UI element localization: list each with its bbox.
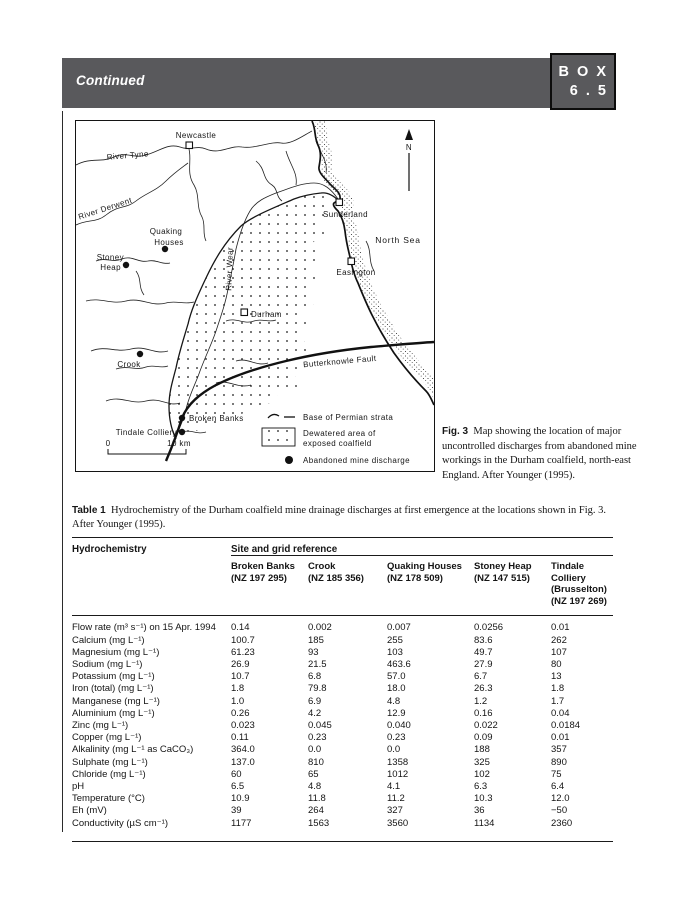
row-value: 13 bbox=[551, 671, 562, 683]
row-value: 1177 bbox=[231, 818, 308, 842]
row-value: 6.3 bbox=[474, 781, 488, 793]
box-word: B O X bbox=[558, 64, 608, 80]
row-value: 57.0 bbox=[387, 671, 406, 683]
row-value: 364.0 bbox=[231, 744, 255, 756]
permian-legend-symbol bbox=[268, 414, 279, 418]
row-value: 325 bbox=[474, 756, 490, 768]
dewatered-legend-label-2: exposed coalfield bbox=[303, 439, 372, 448]
broken-banks-label: Broken Banks bbox=[189, 414, 244, 423]
site-header-cell: Stoney Heap (NZ 147 515) bbox=[474, 556, 551, 616]
row-value: 10.9 bbox=[231, 793, 250, 805]
row-value: 0.0184 bbox=[551, 720, 581, 731]
row-value: 1563 bbox=[308, 818, 387, 842]
row-value: 0.0 bbox=[308, 744, 322, 756]
scale-bar bbox=[106, 439, 191, 454]
row-value: 75 bbox=[551, 768, 562, 780]
butterknowle-fault-label: Butterknowle Fault bbox=[302, 353, 377, 370]
row-value: 80 bbox=[551, 658, 562, 670]
row-label: Alkalinity (mg L⁻¹ as CaCO₃) bbox=[72, 744, 194, 756]
row-value: 6.8 bbox=[308, 671, 322, 683]
row-value: 0.16 bbox=[474, 707, 493, 719]
continued-label: Continued bbox=[76, 73, 145, 88]
table-row bbox=[72, 720, 613, 732]
row-label: Eh (mV) bbox=[72, 805, 107, 817]
row-value: 0.022 bbox=[474, 720, 498, 731]
sunderland-marker bbox=[336, 199, 343, 206]
row-label: Potassium (mg L⁻¹) bbox=[72, 671, 155, 683]
coalfield-map bbox=[76, 121, 434, 471]
map-legend bbox=[262, 413, 410, 465]
box-header-bar bbox=[62, 58, 610, 108]
row-label: Sodium (mg L⁻¹) bbox=[72, 658, 143, 670]
row-label: Aluminium (mg L⁻¹) bbox=[72, 707, 155, 719]
row-value: 21.5 bbox=[308, 658, 327, 670]
row-value: 2360 bbox=[551, 818, 613, 842]
row-value: 10.3 bbox=[474, 793, 493, 805]
row-label: Magnesium (mg L⁻¹) bbox=[72, 646, 160, 658]
discharge-legend-symbol bbox=[285, 456, 293, 464]
row-value: 12.9 bbox=[387, 707, 406, 719]
easington-marker bbox=[348, 258, 355, 265]
row-value: 61.23 bbox=[231, 646, 255, 658]
table-body bbox=[72, 616, 613, 841]
quaking-houses-label-1: Quaking bbox=[149, 227, 183, 236]
row-value: 0.04 bbox=[551, 707, 570, 719]
table-row bbox=[72, 805, 613, 817]
row-value: 0.01 bbox=[551, 622, 570, 634]
row-value: 0.045 bbox=[308, 720, 332, 731]
row-label: Conductivity (µS cm⁻¹) bbox=[72, 818, 231, 842]
row-value: 810 bbox=[308, 756, 324, 768]
row-value: 3560 bbox=[387, 818, 474, 842]
row-value: 18.0 bbox=[387, 683, 406, 695]
table-row bbox=[72, 616, 613, 635]
table-row bbox=[72, 744, 613, 756]
row-value: 1358 bbox=[387, 756, 409, 768]
row-label: Temperature (°C) bbox=[72, 793, 145, 805]
row-value: 107 bbox=[551, 646, 567, 658]
table-row bbox=[72, 732, 613, 744]
table-row bbox=[72, 818, 613, 842]
site-header-row bbox=[72, 556, 613, 616]
row-value: 137.0 bbox=[231, 756, 255, 768]
figure-caption bbox=[442, 425, 646, 483]
row-label: Calcium (mg L⁻¹) bbox=[72, 634, 145, 646]
row-value: 102 bbox=[474, 768, 490, 780]
dewatered-legend-label-1: Dewatered area of bbox=[303, 429, 376, 438]
figure-caption-label: Fig. 3 bbox=[442, 426, 469, 437]
row-value: 463.6 bbox=[387, 658, 411, 670]
row-value: −50 bbox=[551, 805, 568, 817]
durham-marker bbox=[241, 309, 248, 316]
river-wear-label: River Wear bbox=[224, 246, 235, 291]
table-row bbox=[72, 793, 613, 805]
quaking-houses-label-2: Houses bbox=[154, 238, 184, 247]
tindale-colliery-label: Tindale Colliery bbox=[115, 428, 177, 437]
row-value: 327 bbox=[387, 805, 403, 817]
row-value: 188 bbox=[474, 744, 490, 756]
row-value: 4.1 bbox=[387, 781, 401, 793]
stoney-heap-label-1: Stoney bbox=[96, 253, 124, 262]
table-row bbox=[72, 708, 613, 720]
table-caption bbox=[72, 504, 615, 532]
row-value: 100.7 bbox=[231, 634, 255, 646]
north-sea-label: North Sea bbox=[375, 235, 421, 245]
row-value: 6.7 bbox=[474, 671, 488, 683]
row-value: 49.7 bbox=[474, 646, 493, 658]
row-value: 1.8 bbox=[551, 683, 565, 695]
row-value: 12.0 bbox=[551, 793, 570, 805]
row-value: 10.7 bbox=[231, 671, 250, 683]
left-margin-rule bbox=[62, 111, 63, 832]
map-figure bbox=[75, 120, 435, 472]
row-label: Chloride (mg L⁻¹) bbox=[72, 768, 146, 780]
scale-ten-label: 10 km bbox=[167, 439, 191, 448]
box-number: 6 . 5 bbox=[569, 83, 608, 99]
row-value: 255 bbox=[387, 634, 403, 646]
site-group-header: Site and grid reference bbox=[231, 538, 613, 556]
row-value: 39 bbox=[231, 805, 242, 817]
table-row bbox=[72, 659, 613, 671]
table-row bbox=[72, 769, 613, 781]
site-header-cell: Broken Banks (NZ 197 295) bbox=[231, 556, 308, 616]
north-arrow-label: N bbox=[405, 143, 413, 152]
newcastle-label: Newcastle bbox=[175, 131, 217, 140]
row-value: 0.0256 bbox=[474, 622, 504, 634]
row-value: 357 bbox=[551, 744, 567, 756]
row-value: 0.14 bbox=[231, 622, 250, 634]
sunderland-label: Sunderland bbox=[323, 210, 368, 219]
row-value: 26.9 bbox=[231, 658, 250, 670]
crook-label: Crook bbox=[117, 360, 141, 369]
broken-banks-marker bbox=[179, 415, 185, 421]
durham-label: Durham bbox=[251, 310, 282, 319]
row-label: Manganese (mg L⁻¹) bbox=[72, 695, 160, 707]
site-header-cell: Crook (NZ 185 356) bbox=[308, 556, 387, 616]
row-value: 11.2 bbox=[387, 793, 405, 805]
scale-zero-label: 0 bbox=[105, 439, 111, 448]
row-value: 4.8 bbox=[308, 781, 322, 793]
row-value: 26.3 bbox=[474, 683, 493, 695]
row-value: 83.6 bbox=[474, 634, 493, 646]
site-header-cell: Tindale Colliery (Brusselton) (NZ 197 269) bbox=[551, 556, 613, 616]
row-value: 0.002 bbox=[308, 622, 332, 634]
row-label: Flow rate (m³ s⁻¹) on 15 Apr. 1994 bbox=[72, 622, 216, 634]
row-value: 65 bbox=[308, 768, 319, 780]
row-value: 4.2 bbox=[308, 707, 322, 719]
row-value: 1.7 bbox=[551, 695, 565, 707]
table-row bbox=[72, 671, 613, 683]
row-value: 0.26 bbox=[231, 707, 250, 719]
row-value: 264 bbox=[308, 805, 324, 817]
row-value: 0.01 bbox=[551, 732, 570, 744]
easington-label: Easington bbox=[336, 268, 376, 277]
row-value: 890 bbox=[551, 756, 567, 768]
row-value: 103 bbox=[387, 646, 403, 658]
hydrochemistry-header: Hydrochemistry bbox=[72, 538, 231, 556]
row-value: 0.23 bbox=[387, 732, 406, 744]
row-value: 0.11 bbox=[231, 732, 249, 744]
row-value: 1.0 bbox=[231, 695, 245, 707]
table-caption-text: Hydrochemistry of the Durham coalfield mine drainage discharges at first emergence at the locations shown in Fig. 3. After Younger (1995). bbox=[72, 505, 606, 530]
table-row bbox=[72, 781, 613, 793]
discharge-legend-label: Abandoned mine discharge bbox=[303, 456, 411, 465]
hydrochemistry-table bbox=[72, 537, 613, 842]
row-value: 0.040 bbox=[387, 720, 411, 731]
row-value: 0.007 bbox=[387, 622, 411, 634]
hydrochemistry-table-wrap bbox=[72, 537, 613, 842]
row-value: 0.23 bbox=[308, 732, 327, 744]
site-header-cell: Quaking Houses (NZ 178 509) bbox=[387, 556, 474, 616]
row-label: pH bbox=[72, 781, 85, 793]
table-row bbox=[72, 683, 613, 695]
row-value: 6.4 bbox=[551, 781, 565, 793]
row-value: 93 bbox=[308, 646, 319, 658]
newcastle-marker bbox=[186, 142, 193, 149]
north-arrow bbox=[405, 129, 413, 191]
row-label: Iron (total) (mg L⁻¹) bbox=[72, 683, 154, 695]
row-value: 27.9 bbox=[474, 658, 493, 670]
row-value: 4.8 bbox=[387, 695, 401, 707]
dewatered-legend-symbol bbox=[262, 428, 295, 446]
row-value: 0.023 bbox=[231, 720, 255, 731]
row-value: 36 bbox=[474, 805, 485, 817]
table-row bbox=[72, 635, 613, 647]
stoney-heap-label-2: Heap bbox=[100, 263, 121, 272]
table-row bbox=[72, 757, 613, 769]
row-label: Sulphate (mg L⁻¹) bbox=[72, 756, 148, 768]
row-value: 1.8 bbox=[231, 683, 245, 695]
row-value: 79.8 bbox=[308, 683, 327, 695]
row-label: Zinc (mg L⁻¹) bbox=[72, 720, 129, 731]
row-label: Copper (mg L⁻¹) bbox=[72, 732, 142, 744]
river-tyne-label: River Tyne bbox=[106, 149, 150, 162]
group-header-row bbox=[72, 538, 613, 556]
row-value: 0.0 bbox=[387, 744, 401, 756]
row-value: 185 bbox=[308, 634, 324, 646]
row-value: 6.9 bbox=[308, 695, 322, 707]
row-value: 262 bbox=[551, 634, 567, 646]
box-number-panel bbox=[550, 53, 616, 110]
row-value: 1012 bbox=[387, 768, 409, 780]
site-header-spacer bbox=[72, 556, 231, 616]
figure-caption-text: Map showing the location of major uncontrolled discharges from abandoned mine workings in the Durham coalfield, north-east England. After Younger (1995). bbox=[442, 426, 637, 481]
crook-marker bbox=[137, 351, 143, 357]
row-value: 60 bbox=[231, 768, 242, 780]
row-value: 1134 bbox=[474, 818, 551, 842]
row-value: 6.5 bbox=[231, 781, 245, 793]
river-derwent-label: River Derwent bbox=[77, 195, 134, 222]
stoney-heap-marker bbox=[123, 262, 129, 268]
table-row bbox=[72, 696, 613, 708]
tindale-colliery-marker bbox=[179, 429, 185, 435]
table-caption-label: Table 1 bbox=[72, 505, 106, 516]
row-value: 0.09 bbox=[474, 732, 493, 744]
permian-legend-label: Base of Permian strata bbox=[303, 413, 394, 422]
row-value: 1.2 bbox=[474, 695, 488, 707]
row-value: 11.8 bbox=[308, 793, 326, 805]
table-row bbox=[72, 647, 613, 659]
